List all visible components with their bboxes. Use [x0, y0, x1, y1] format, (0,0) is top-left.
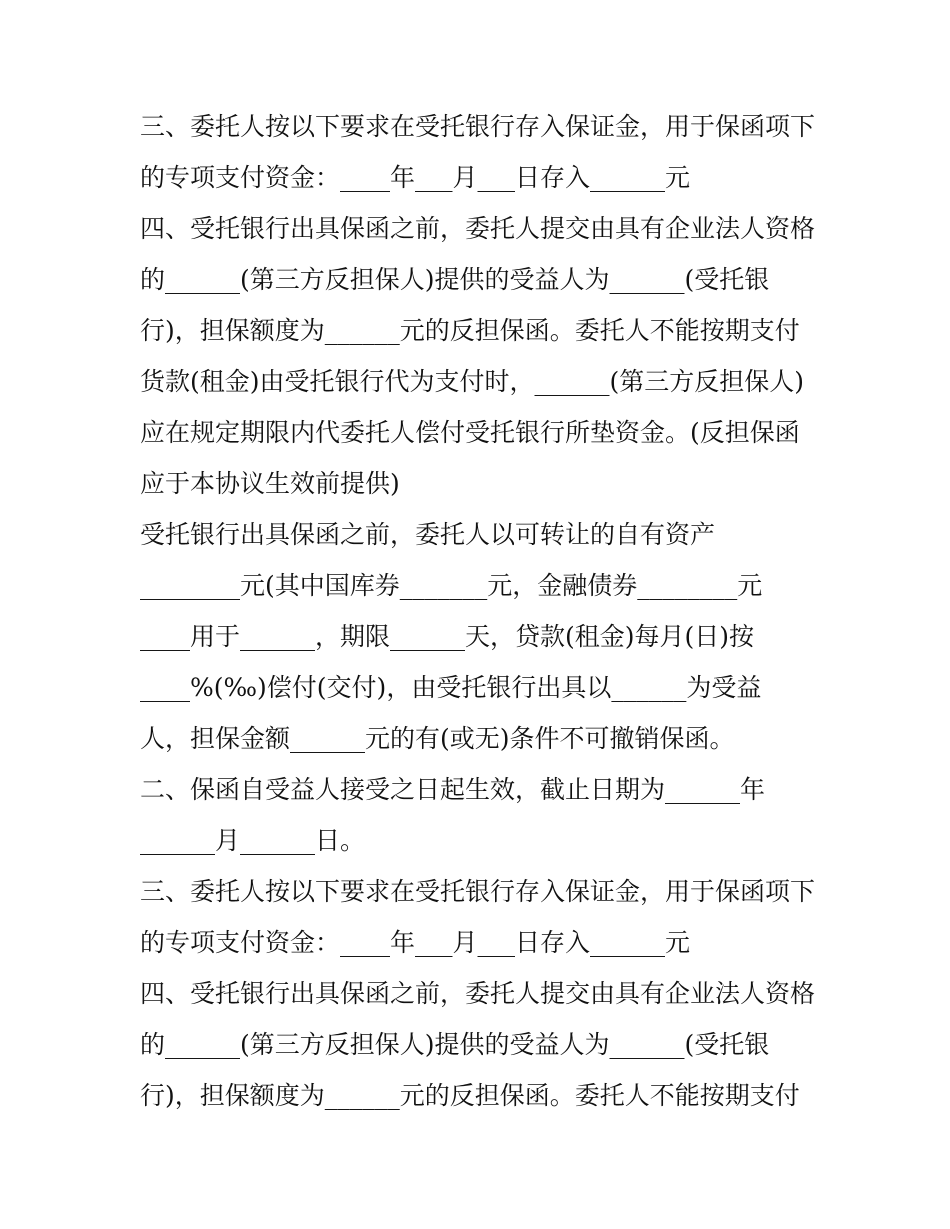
text-line: 四、受托银行出具保函之前，委托人提交由具有企业法人资格	[140, 979, 816, 1008]
text-line: 行)，担保额度为______元的反担保函。委托人不能按期支付	[140, 1081, 800, 1110]
text-line: 的专项支付资金：____年___月___日存入______元	[140, 928, 691, 957]
text-line: 三、委托人按以下要求在受托银行存入保证金，用于保函项下	[140, 877, 816, 906]
text-line: ________元(其中国库券_______元，金融债券________元	[140, 571, 763, 600]
document-body	[140, 101, 820, 1121]
text-line: 受托银行出具保函之前，委托人以可转让的自有资产	[140, 520, 716, 549]
text-line: 二、保函自受益人接受之日起生效，截止日期为______年	[140, 775, 766, 804]
text-line: 行)，担保额度为______元的反担保函。委托人不能按期支付	[140, 316, 800, 345]
text-line: 货款(租金)由受托银行代为支付时，______(第三方反担保人)	[140, 367, 805, 396]
text-line: ______月______日。	[140, 826, 366, 855]
text-line: 三、委托人按以下要求在受托银行存入保证金，用于保函项下	[140, 112, 816, 141]
text-line: 的______(第三方反担保人)提供的受益人为______(受托银	[140, 1030, 770, 1059]
text-line: 人，担保金额______元的有(或无)条件不可撤销保函。	[140, 724, 735, 753]
text-line: 应于本协议生效前提供)	[140, 469, 400, 498]
text-line: 的专项支付资金：____年___月___日存入______元	[140, 163, 691, 192]
text-line: ____用于______，期限______天，贷款(租金)每月(日)按	[140, 622, 755, 651]
text-line: 四、受托银行出具保函之前，委托人提交由具有企业法人资格	[140, 214, 816, 243]
text-line: 的______(第三方反担保人)提供的受益人为______(受托银	[140, 265, 770, 294]
text-line: 应在规定期限内代委托人偿付受托银行所垫资金。(反担保函	[140, 418, 800, 447]
text-line: ____%(‰)偿付(交付)，由受托银行出具以______为受益	[140, 673, 762, 702]
